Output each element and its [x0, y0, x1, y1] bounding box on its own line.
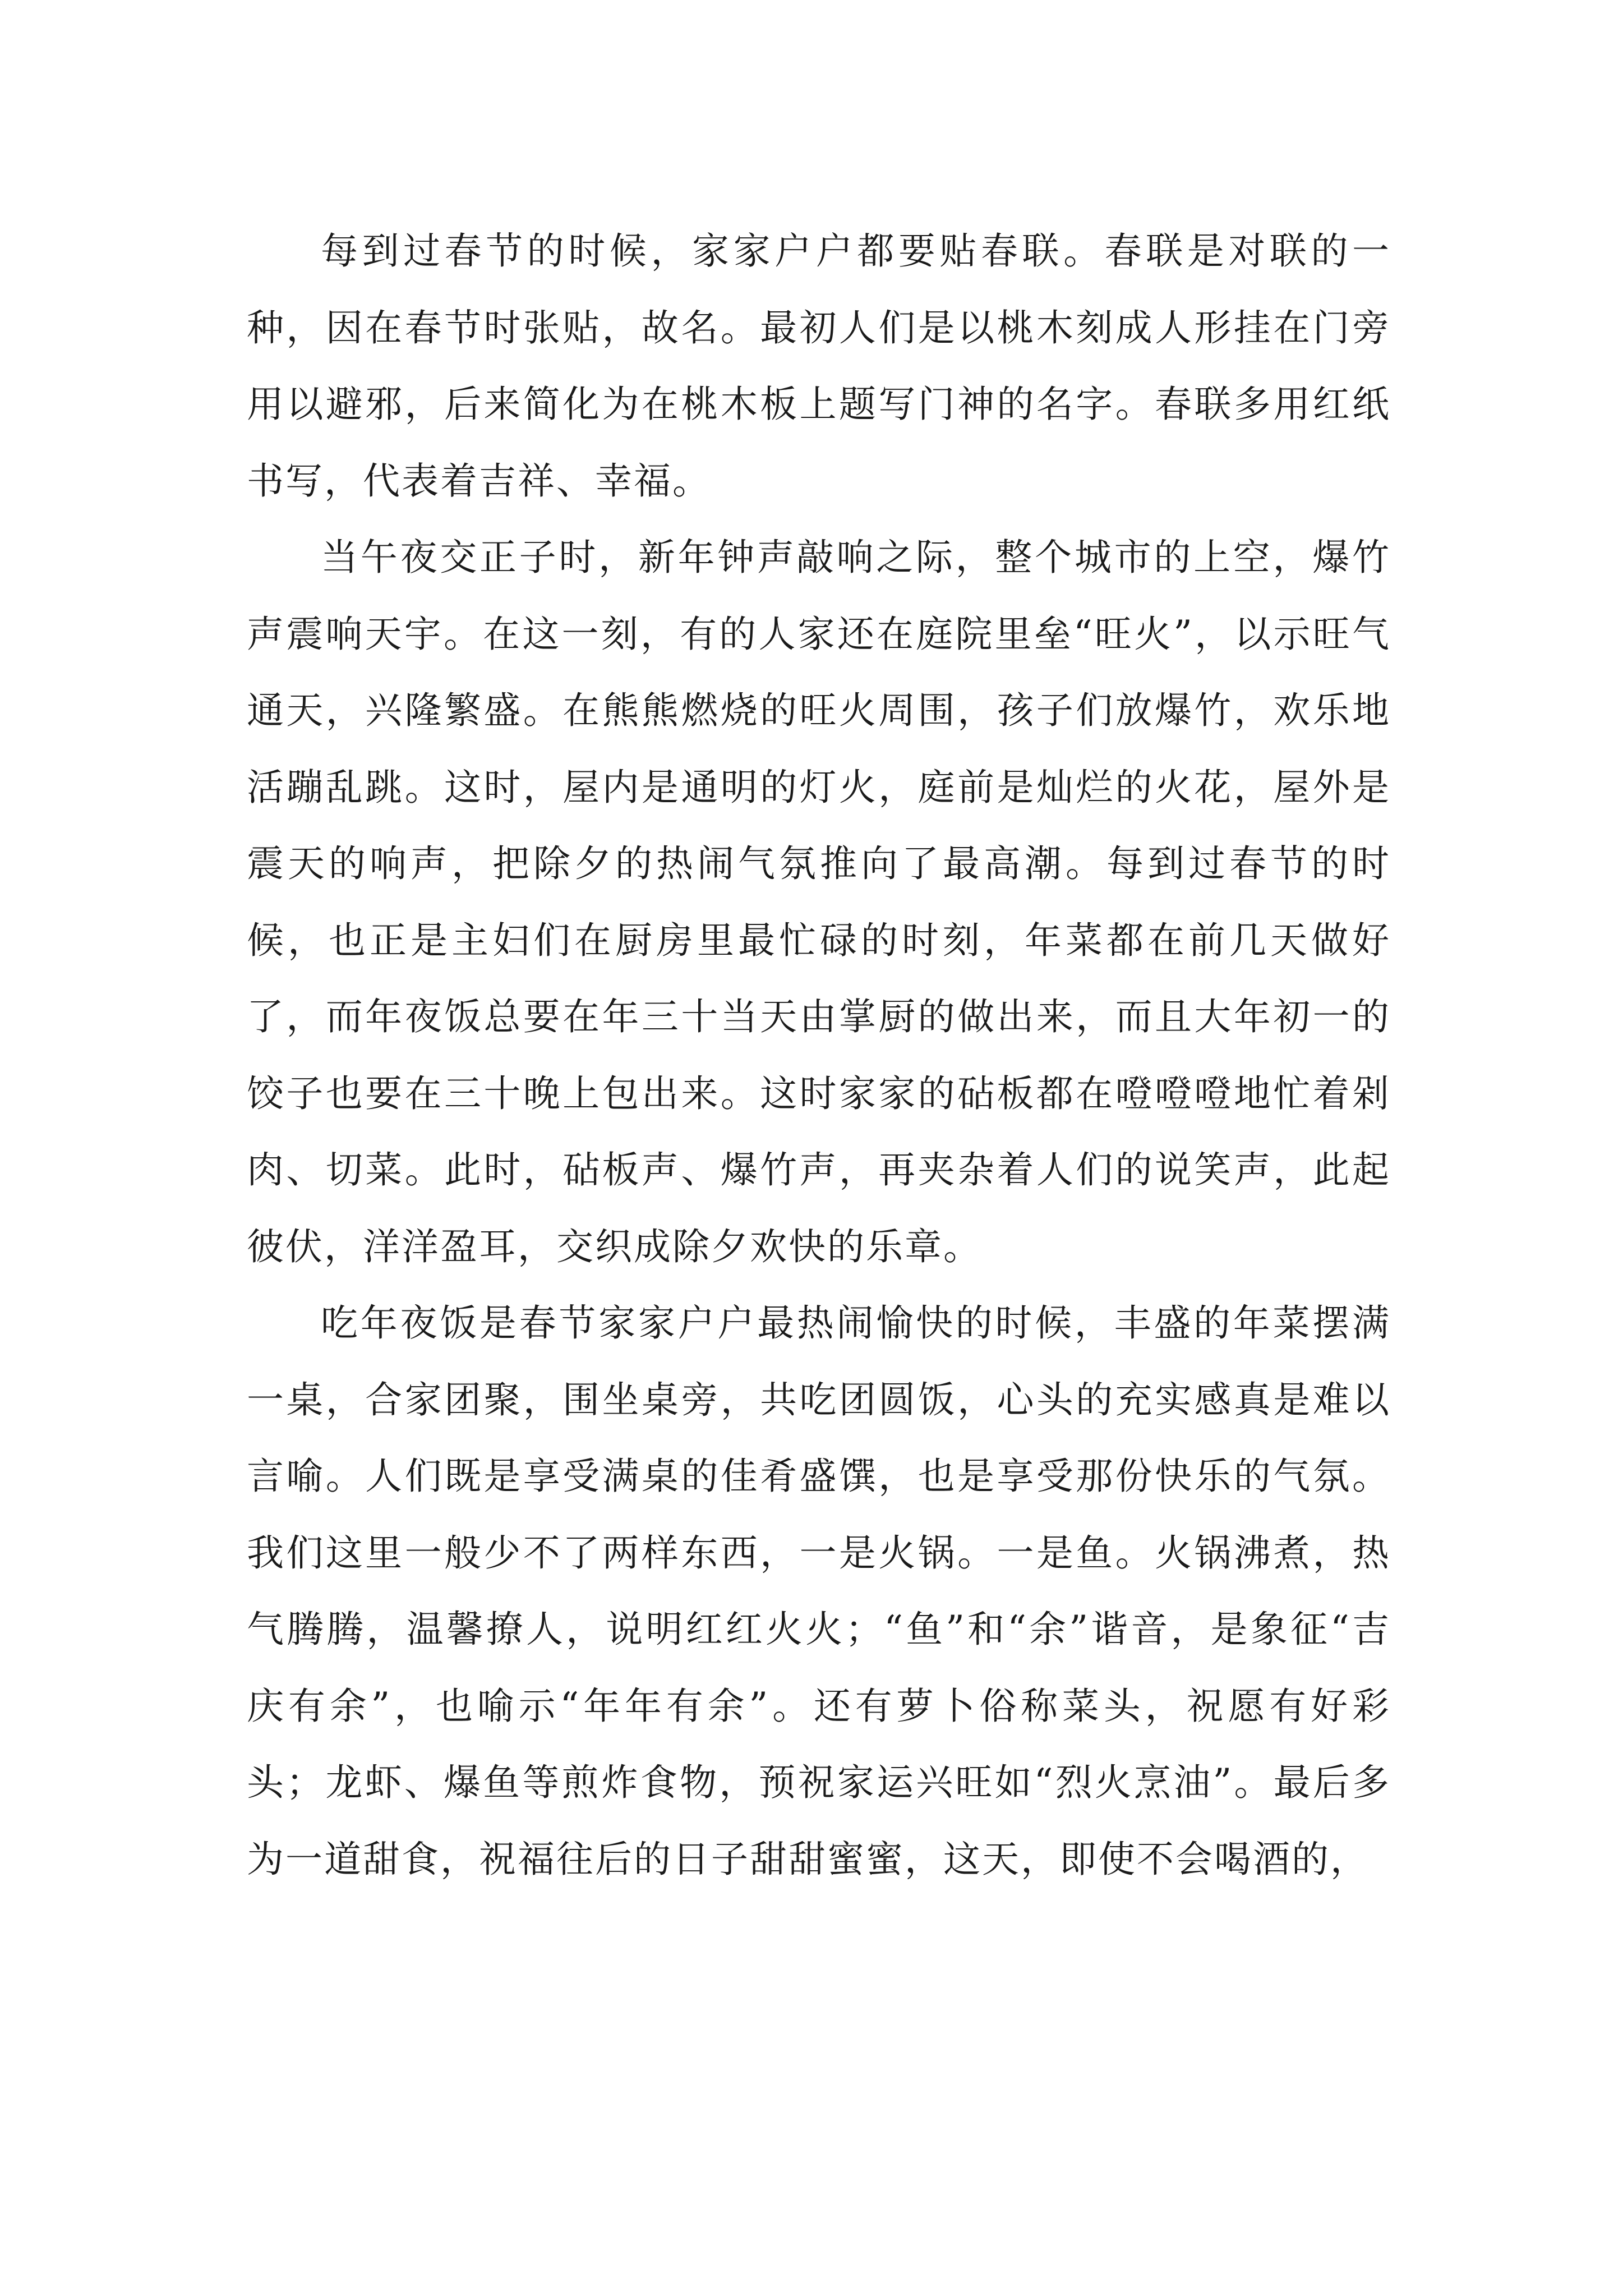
paragraph-new-year-eve: 当午夜交正子时，新年钟声敲响之际，整个城市的上空，爆竹声震响天宇。在这一刻，有的人家还在庭院里垒“旺火”，以示旺气通天，兴隆繁盛。在熊熊燃烧的旺火周围，孩子们放爆竹，欢乐地活蹦乱跳。这时，屋内是通明的灯火，庭前是灿烂的火花，屋外是震天的响声，把除夕的热闹气氛推向了最高潮。每到过春节的时候，也正是主妇们在厨房里最忙碌的时刻，年菜都在前几天做好了，而年夜饭总要在年三十当天由掌厨的做出来，而且大年初一的饺子也要在三十晚上包出来。这时家家的砧板都在噔噔噔地忙着剁肉、切菜。此时，砧板声、爆竹声，再夹杂着人们的说笑声，此起彼伏，洋洋盈耳，交织成除夕欢快的乐章。 — [247, 536, 1391, 1268]
paragraph-spring-couplets: 每到过春节的时候，家家户户都要贴春联。春联是对联的一种，因在春节时张贴，故名。最初人们是以桃木刻成人形挂在门旁用以避邪，后来简化为在桃木板上题写门神的名字。春联多用红纸书写，代表着吉祥、幸福。 — [247, 229, 1391, 503]
document-body — [247, 213, 1391, 1898]
paragraph-reunion-dinner: 吃年夜饭是春节家家户户最热闹愉快的时候，丰盛的年菜摆满一桌，合家团聚，围坐桌旁，共吃团圆饭，心头的充实感真是难以言喻。人们既是享受满桌的佳肴盛馔，也是享受那份快乐的气氛。我们这里一般少不了两样东西，一是火锅。一是鱼。火锅沸煮，热气腾腾，温馨撩人，说明红红火火；“鱼”和“余”谐音，是象征“吉庆有余”，也喻示“年年有余”。还有萝卜俗称菜头，祝愿有好彩头；龙虾、爆鱼等煎炸食物，预祝家运兴旺如“烈火烹油”。最后多为一道甜食，祝福往后的日子甜甜蜜蜜，这天，即使不会喝酒的， — [247, 1301, 1391, 1881]
